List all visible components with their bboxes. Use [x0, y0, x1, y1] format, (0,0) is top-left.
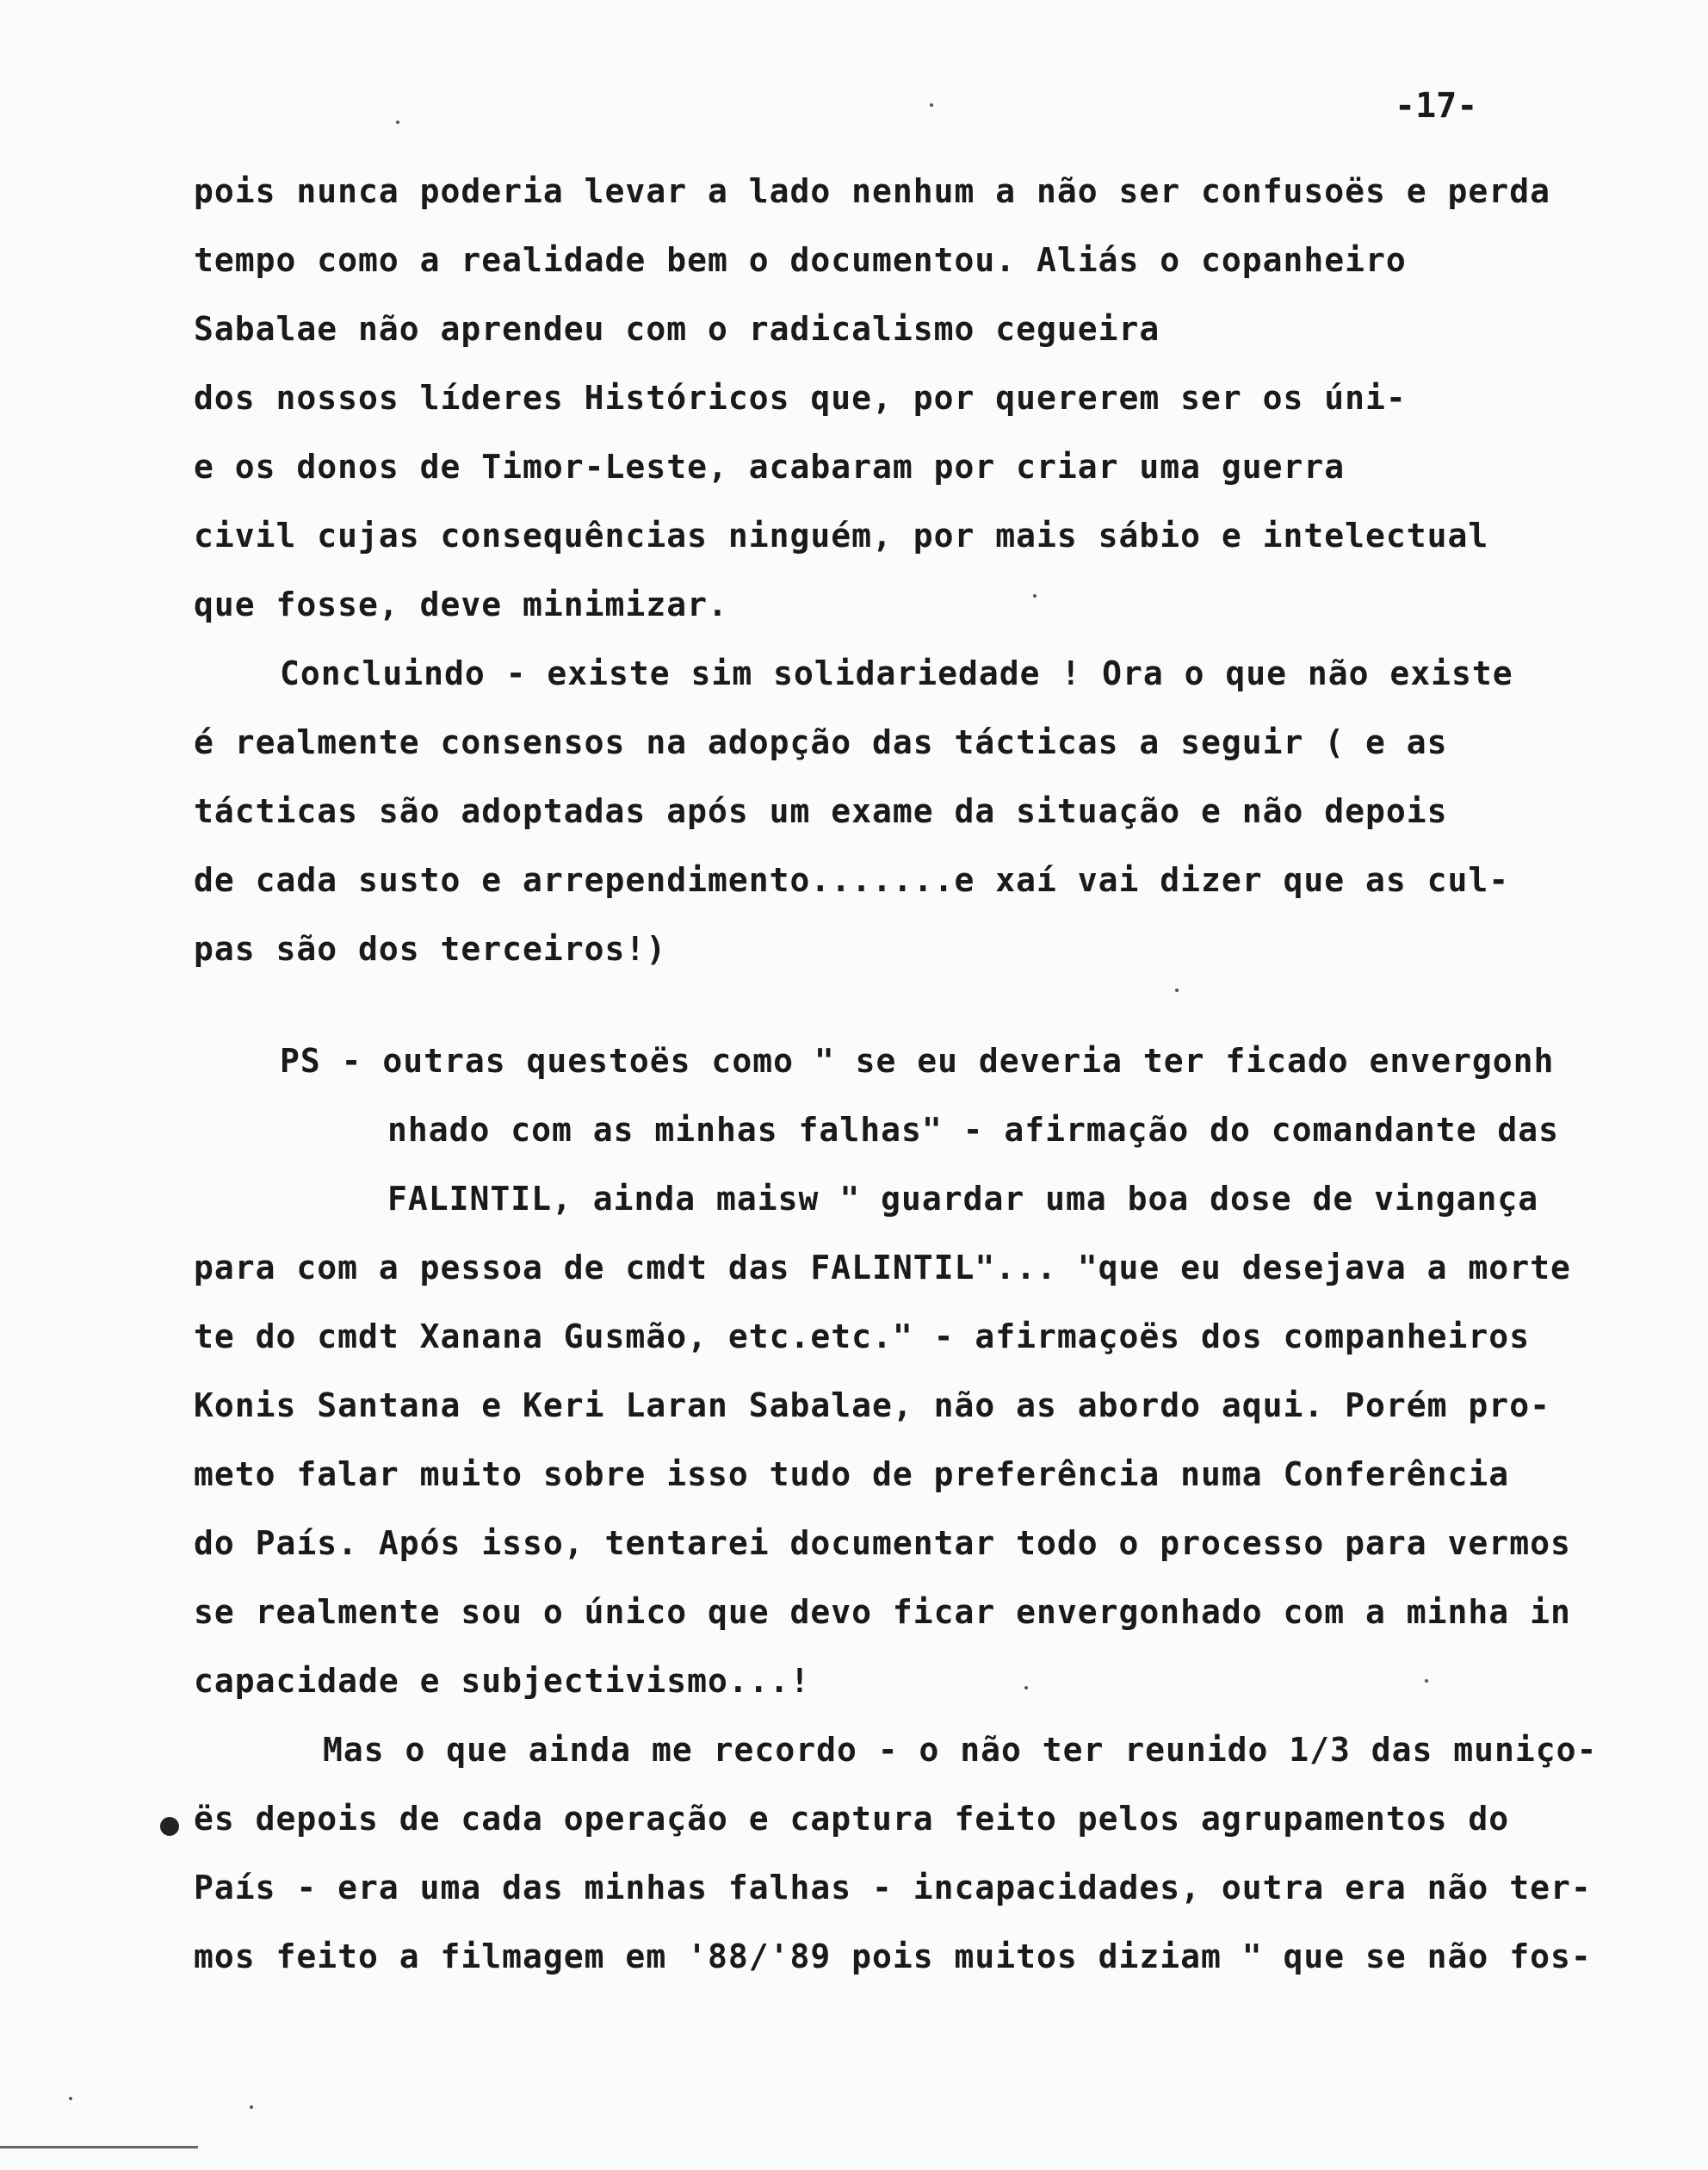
text-line: Konis Santana e Keri Laran Sabalae, não as abordo aqui. Porém pro- — [194, 1386, 1550, 1424]
text-line: tácticas são adoptadas após um exame da situação e não depois — [194, 792, 1448, 830]
text-line: nhado com as minhas falhas" - afirmação do comandante das — [387, 1111, 1560, 1149]
scan-speck — [250, 2105, 253, 2109]
text-line: do País. Após isso, tentarei documentar todo o processo para vermos — [194, 1524, 1571, 1562]
text-line: é realmente consensos na adopção das tácticas a seguir ( e as — [194, 723, 1448, 761]
scan-speck — [1425, 1679, 1428, 1683]
text-line: capacidade e subjectivismo...! — [194, 1662, 811, 1700]
text-line: para com a pessoa de cmdt das FALINTIL"... "que eu desejava a morte — [194, 1249, 1571, 1286]
text-line: dos nossos líderes Históricos que, por quererem ser os úni- — [194, 379, 1407, 417]
text-line: que fosse, deve minimizar. — [194, 586, 728, 623]
scan-speck — [1024, 1686, 1028, 1690]
scan-edge-line — [0, 2146, 198, 2148]
text-line: te do cmdt Xanana Gusmão, etc.etc." - afirmaçoës dos companheiros — [194, 1318, 1531, 1355]
scan-speck — [1175, 989, 1179, 992]
scan-speck — [396, 121, 399, 124]
text-line: ës depois de cada operação e captura feito pelos agrupamentos do — [194, 1800, 1510, 1838]
text-line: se realmente sou o único que devo ficar envergonhado com a minha in — [194, 1593, 1571, 1631]
text-line: Concluindo - existe sim solidariedade ! Ora o que não existe — [280, 654, 1513, 692]
text-line: de cada susto e arrependimento.......e xaí vai dizer que as cul- — [194, 861, 1510, 899]
text-line: PS - outras questoës como " se eu deveria ter ficado envergonh — [280, 1042, 1555, 1080]
text-line: Mas o que ainda me recordo - o não ter reunido 1/3 das muniço- — [323, 1731, 1598, 1769]
page-number: -17- — [1395, 86, 1478, 126]
text-line: País - era uma das minhas falhas - incapacidades, outra era não ter- — [194, 1869, 1592, 1906]
text-line: mos feito a filmagem em '88/'89 pois muitos diziam " que se não fos- — [194, 1938, 1592, 1975]
scan-speck — [69, 2097, 72, 2100]
text-line: e os donos de Timor-Leste, acabaram por criar uma guerra — [194, 448, 1346, 486]
ink-blot — [160, 1817, 179, 1836]
text-line: tempo como a realidade bem o documentou. Aliás o copanheiro — [194, 241, 1407, 279]
scan-speck — [930, 103, 933, 107]
scan-speck — [1033, 594, 1037, 598]
text-line: pois nunca poderia levar a lado nenhum a não ser confusoës e perda — [194, 172, 1550, 210]
text-line: FALINTIL, ainda maisw " guardar uma boa dose de vingança — [387, 1180, 1539, 1218]
text-line: pas são dos terceiros!) — [194, 930, 667, 968]
text-line: Sabalae não aprendeu com o radicalismo cegueira — [194, 310, 1160, 348]
text-line: meto falar muito sobre isso tudo de preferência numa Conferência — [194, 1455, 1510, 1493]
text-line: civil cujas consequências ninguém, por mais sábio e intelectual — [194, 517, 1489, 555]
